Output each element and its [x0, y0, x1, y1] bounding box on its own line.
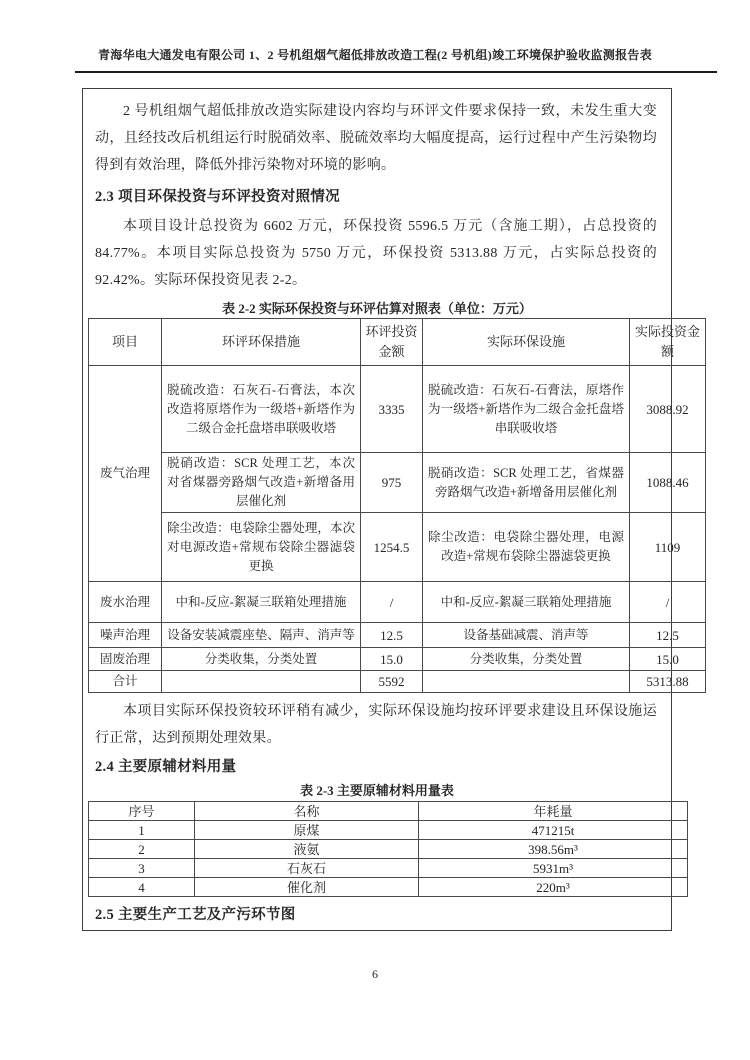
table-header-row: [89, 319, 706, 366]
cell-category-total: 合计: [89, 671, 162, 693]
section-heading-2-3: 2.3 项目环保投资与环评投资对照情况: [95, 189, 340, 205]
cell-eia-amount: 12.5: [361, 623, 423, 648]
section-heading-2-4: 2.4 主要原辅材料用量: [95, 759, 237, 775]
paragraph-investment-conclusion: 本项目实际环保投资较环评稍有减少，实际环保设施均按环评要求建设且环保设施运行正常，达到预期处理效果。: [95, 704, 657, 746]
table-row: [89, 513, 706, 582]
content-box: [82, 88, 700, 931]
cell-no: 2: [89, 840, 195, 859]
cell-no: 4: [89, 878, 195, 897]
col-header-name: 名称: [195, 802, 419, 821]
cell-eia-measure: 中和-反应-絮凝三联箱处理措施: [162, 582, 361, 623]
cell-eia-amount: 975: [361, 453, 423, 513]
cell-actual-amount: /: [630, 582, 706, 623]
table-row: [89, 840, 688, 859]
section-heading-2-5: 2.5 主要生产工艺及产污环节图: [95, 907, 296, 923]
cell-actual-facility: 分类收集，分类处置: [423, 648, 630, 671]
col-header-actual-amount: 实际投资金额: [630, 319, 706, 366]
cell-actual-amount-total: 5313.88: [630, 671, 706, 693]
table-row: [89, 453, 706, 513]
paragraph-construction-consistency: 2 号机组烟气超低排放改造实际建设内容均与环评文件要求保持一致，未发生重大变动，且经技改后机组运行时脱硝效率、脱硫效率均大幅度提高，运行过程中产生污染物均得到有效治理，降低外排污染物对环境的影响。: [95, 104, 657, 173]
cell-eia-amount: /: [361, 582, 423, 623]
cell-eia-amount-total: 5592: [361, 671, 423, 693]
table-row: [89, 366, 706, 453]
cell-no: 1: [89, 821, 195, 840]
cell-annual-amount: 398.56m³: [419, 840, 688, 859]
paragraph-investment-summary: 本项目设计总投资为 6602 万元，环保投资 5596.5 万元（含施工期），占总投资的 84.77%。本项目实际总投资为 5750 万元，环保投资 5313.88 万元，占实际总投资的 92.42%。实际环保投资见表 2-2。: [95, 219, 657, 288]
cell-actual-amount: 12.5: [630, 623, 706, 648]
cell-category-waste-gas: 废气治理: [89, 366, 162, 582]
table-2-2-caption: 表 2-2 实际环保投资与环评估算对照表（单位：万元）: [222, 301, 532, 316]
cell-actual-facility: 除尘改造：电袋除尘器处理，电源改造+常规布袋除尘器滤袋更换: [423, 513, 630, 582]
cell-annual-amount: 471215t: [419, 821, 688, 840]
page-number: 6: [372, 967, 378, 981]
table-total-row: [89, 671, 706, 693]
col-header-eia-measure: 环评环保措施: [162, 319, 361, 366]
col-header-annual-consumption: 年耗量: [419, 802, 688, 821]
cell-eia-amount: 15.0: [361, 648, 423, 671]
cell-material-name: 原煤: [195, 821, 419, 840]
col-header-eia-amount: 环评投资金额: [361, 319, 423, 366]
cell-actual-facility: 设备基础减震、消声等: [423, 623, 630, 648]
cell-no: 3: [89, 859, 195, 878]
table-row: [89, 582, 706, 623]
cell-actual-amount: 1088.46: [630, 453, 706, 513]
cell-eia-measure: 脱硝改造：SCR 处理工艺，本次对省煤器旁路烟气改造+新增备用层催化剂: [162, 453, 361, 513]
document-title: 青海华电大通发电有限公司 1、2 号机组烟气超低排放改造工程(2 号机组)竣工环境保护验收监测报告表: [98, 48, 652, 62]
cell-eia-amount: 1254.5: [361, 513, 423, 582]
col-header-item: 项目: [89, 319, 162, 366]
cell-actual-facility-empty: [423, 671, 630, 693]
cell-eia-measure: 除尘改造：电袋除尘器处理，本次对电源改造+常规布袋除尘器滤袋更换: [162, 513, 361, 582]
table-row: [89, 623, 706, 648]
col-header-actual-facility: 实际环保设施: [423, 319, 630, 366]
cell-eia-measure-empty: [162, 671, 361, 693]
header-divider: [75, 71, 717, 73]
cell-material-name: 石灰石: [195, 859, 419, 878]
cell-actual-facility: 脱硫改造：石灰石-石膏法，原塔作为一级塔+新塔作为二级合金托盘塔串联吸收塔: [423, 366, 630, 453]
cell-eia-amount: 3335: [361, 366, 423, 453]
cell-category-solid-waste: 固废治理: [89, 648, 162, 671]
table-2-3-raw-materials: [88, 801, 688, 897]
table-row: [89, 648, 706, 671]
cell-actual-facility: 中和-反应-絮凝三联箱处理措施: [423, 582, 630, 623]
cell-actual-amount: 1109: [630, 513, 706, 582]
table-header-row: [89, 802, 688, 821]
table-2-2-investment-comparison: [88, 318, 706, 693]
cell-annual-amount: 220m³: [419, 878, 688, 897]
cell-actual-amount: 15.0: [630, 648, 706, 671]
cell-category-noise: 噪声治理: [89, 623, 162, 648]
cell-category-waste-water: 废水治理: [89, 582, 162, 623]
col-header-no: 序号: [89, 802, 195, 821]
cell-eia-measure: 设备安装减震座垫、隔声、消声等: [162, 623, 361, 648]
cell-actual-amount: 3088.92: [630, 366, 706, 453]
cell-annual-amount: 5931m³: [419, 859, 688, 878]
cell-actual-facility: 脱硝改造：SCR 处理工艺，省煤器旁路烟气改造+新增备用层催化剂: [423, 453, 630, 513]
table-row: [89, 859, 688, 878]
cell-material-name: 催化剂: [195, 878, 419, 897]
table-row: [89, 821, 688, 840]
table-row: [89, 878, 688, 897]
cell-material-name: 液氨: [195, 840, 419, 859]
cell-eia-measure: 分类收集，分类处置: [162, 648, 361, 671]
cell-eia-measure: 脱硫改造：石灰石-石膏法，本次改造将原塔作为一级塔+新塔作为二级合金托盘塔串联吸收塔: [162, 366, 361, 453]
table-2-3-caption: 表 2-3 主要原辅材料用量表: [300, 783, 454, 798]
